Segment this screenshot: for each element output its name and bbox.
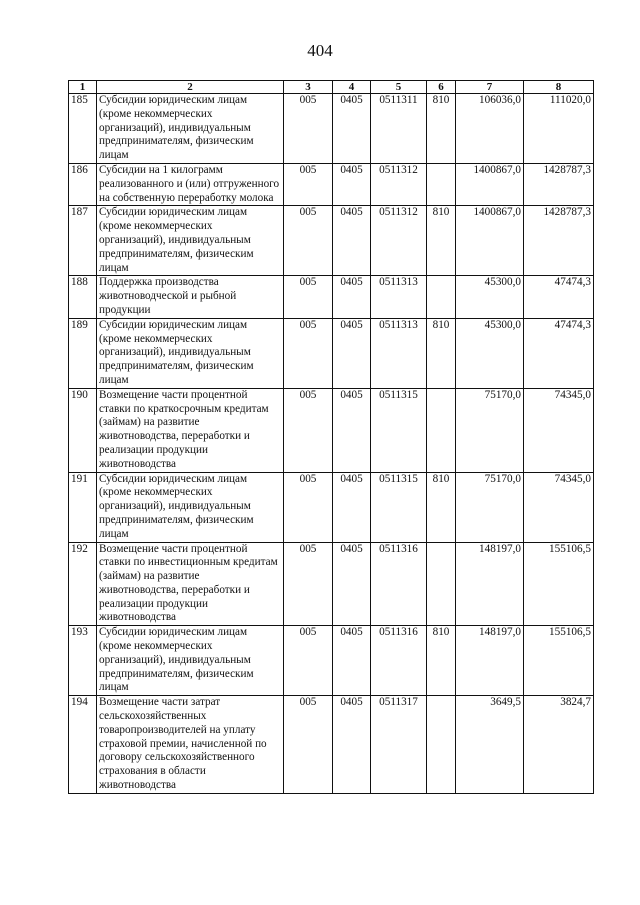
- amount-year-1: 45300,0: [456, 276, 524, 318]
- table-row: [69, 542, 594, 626]
- row-number: 190: [69, 388, 97, 472]
- ministry-code: 005: [284, 318, 333, 388]
- amount-year-2: 47474,3: [524, 318, 594, 388]
- row-name: Субсидии юридическим лицам (кроме некоммерческих организаций), индивидуальным предпринимателям, физическим лицам: [97, 472, 284, 542]
- amount-year-2: 74345,0: [524, 388, 594, 472]
- column-header: 7: [456, 81, 524, 94]
- row-name: Субсидии юридическим лицам (кроме некоммерческих организаций), индивидуальным предпринимателям, физическим лицам: [97, 626, 284, 696]
- target-article-code: 0511311: [371, 94, 427, 164]
- expense-type-code: [427, 163, 456, 205]
- amount-year-1: 45300,0: [456, 318, 524, 388]
- section-code: 0405: [333, 388, 371, 472]
- target-article-code: 0511317: [371, 696, 427, 794]
- row-number: 193: [69, 626, 97, 696]
- ministry-code: 005: [284, 206, 333, 276]
- amount-year-2: 155106,5: [524, 542, 594, 626]
- column-header: 3: [284, 81, 333, 94]
- row-name: Субсидии на 1 килограмм реализованного и (или) отгруженного на собственную переработку молока: [97, 163, 284, 205]
- table-row: [69, 318, 594, 388]
- expense-type-code: 810: [427, 318, 456, 388]
- row-number: 187: [69, 206, 97, 276]
- budget-table: [68, 80, 594, 794]
- section-code: 0405: [333, 542, 371, 626]
- table-row: [69, 163, 594, 205]
- ministry-code: 005: [284, 542, 333, 626]
- expense-type-code: [427, 542, 456, 626]
- table-row: [69, 472, 594, 542]
- row-number: 194: [69, 696, 97, 794]
- table-row: [69, 388, 594, 472]
- section-code: 0405: [333, 163, 371, 205]
- amount-year-2: 1428787,3: [524, 206, 594, 276]
- target-article-code: 0511316: [371, 542, 427, 626]
- amount-year-1: 75170,0: [456, 472, 524, 542]
- target-article-code: 0511313: [371, 276, 427, 318]
- row-name: Субсидии юридическим лицам (кроме некоммерческих организаций), индивидуальным предпринимателям, физическим лицам: [97, 94, 284, 164]
- amount-year-1: 75170,0: [456, 388, 524, 472]
- row-name: Возмещение части процентной ставки по инвестиционным кредитам (займам) на развитие животноводства, переработки и реализации продукции животноводства: [97, 542, 284, 626]
- section-code: 0405: [333, 696, 371, 794]
- row-number: 189: [69, 318, 97, 388]
- ministry-code: 005: [284, 626, 333, 696]
- column-header: 6: [427, 81, 456, 94]
- amount-year-2: 155106,5: [524, 626, 594, 696]
- table-header-row: [69, 81, 594, 94]
- row-number: 188: [69, 276, 97, 318]
- expense-type-code: 810: [427, 206, 456, 276]
- row-name: Возмещение части процентной ставки по краткосрочным кредитам (займам) на развитие животноводства, переработки и реализации продукции животноводства: [97, 388, 284, 472]
- row-name: Субсидии юридическим лицам (кроме некоммерческих организаций), индивидуальным предпринимателям, физическим лицам: [97, 318, 284, 388]
- column-header: 2: [97, 81, 284, 94]
- target-article-code: 0511312: [371, 163, 427, 205]
- section-code: 0405: [333, 626, 371, 696]
- amount-year-1: 148197,0: [456, 626, 524, 696]
- column-header: 8: [524, 81, 594, 94]
- amount-year-2: 111020,0: [524, 94, 594, 164]
- section-code: 0405: [333, 472, 371, 542]
- ministry-code: 005: [284, 163, 333, 205]
- ministry-code: 005: [284, 696, 333, 794]
- row-number: 186: [69, 163, 97, 205]
- ministry-code: 005: [284, 276, 333, 318]
- expense-type-code: [427, 276, 456, 318]
- table-row: [69, 696, 594, 794]
- row-name: Субсидии юридическим лицам (кроме некоммерческих организаций), индивидуальным предпринимателям, физическим лицам: [97, 206, 284, 276]
- page-number: 404: [307, 41, 333, 60]
- table-row: [69, 206, 594, 276]
- amount-year-2: 1428787,3: [524, 163, 594, 205]
- ministry-code: 005: [284, 472, 333, 542]
- amount-year-1: 148197,0: [456, 542, 524, 626]
- amount-year-1: 106036,0: [456, 94, 524, 164]
- section-code: 0405: [333, 318, 371, 388]
- expense-type-code: [427, 388, 456, 472]
- target-article-code: 0511316: [371, 626, 427, 696]
- target-article-code: 0511313: [371, 318, 427, 388]
- row-name: Поддержка производства животноводческой и рыбной продукции: [97, 276, 284, 318]
- amount-year-2: 3824,7: [524, 696, 594, 794]
- expense-type-code: 810: [427, 94, 456, 164]
- row-name: Возмещение части затрат сельскохозяйственных товаропроизводителей на уплату страховой премии, начисленной по договору сельскохозяйственного страхования в области животноводства: [97, 696, 284, 794]
- row-number: 191: [69, 472, 97, 542]
- amount-year-1: 1400867,0: [456, 206, 524, 276]
- column-header: 5: [371, 81, 427, 94]
- expense-type-code: [427, 696, 456, 794]
- column-header: 1: [69, 81, 97, 94]
- amount-year-1: 1400867,0: [456, 163, 524, 205]
- column-header: 4: [333, 81, 371, 94]
- target-article-code: 0511312: [371, 206, 427, 276]
- target-article-code: 0511315: [371, 388, 427, 472]
- row-number: 185: [69, 94, 97, 164]
- section-code: 0405: [333, 94, 371, 164]
- section-code: 0405: [333, 206, 371, 276]
- expense-type-code: 810: [427, 472, 456, 542]
- amount-year-2: 47474,3: [524, 276, 594, 318]
- amount-year-1: 3649,5: [456, 696, 524, 794]
- ministry-code: 005: [284, 94, 333, 164]
- amount-year-2: 74345,0: [524, 472, 594, 542]
- section-code: 0405: [333, 276, 371, 318]
- table-row: [69, 626, 594, 696]
- table-row: [69, 276, 594, 318]
- expense-type-code: 810: [427, 626, 456, 696]
- target-article-code: 0511315: [371, 472, 427, 542]
- table-row: [69, 94, 594, 164]
- row-number: 192: [69, 542, 97, 626]
- ministry-code: 005: [284, 388, 333, 472]
